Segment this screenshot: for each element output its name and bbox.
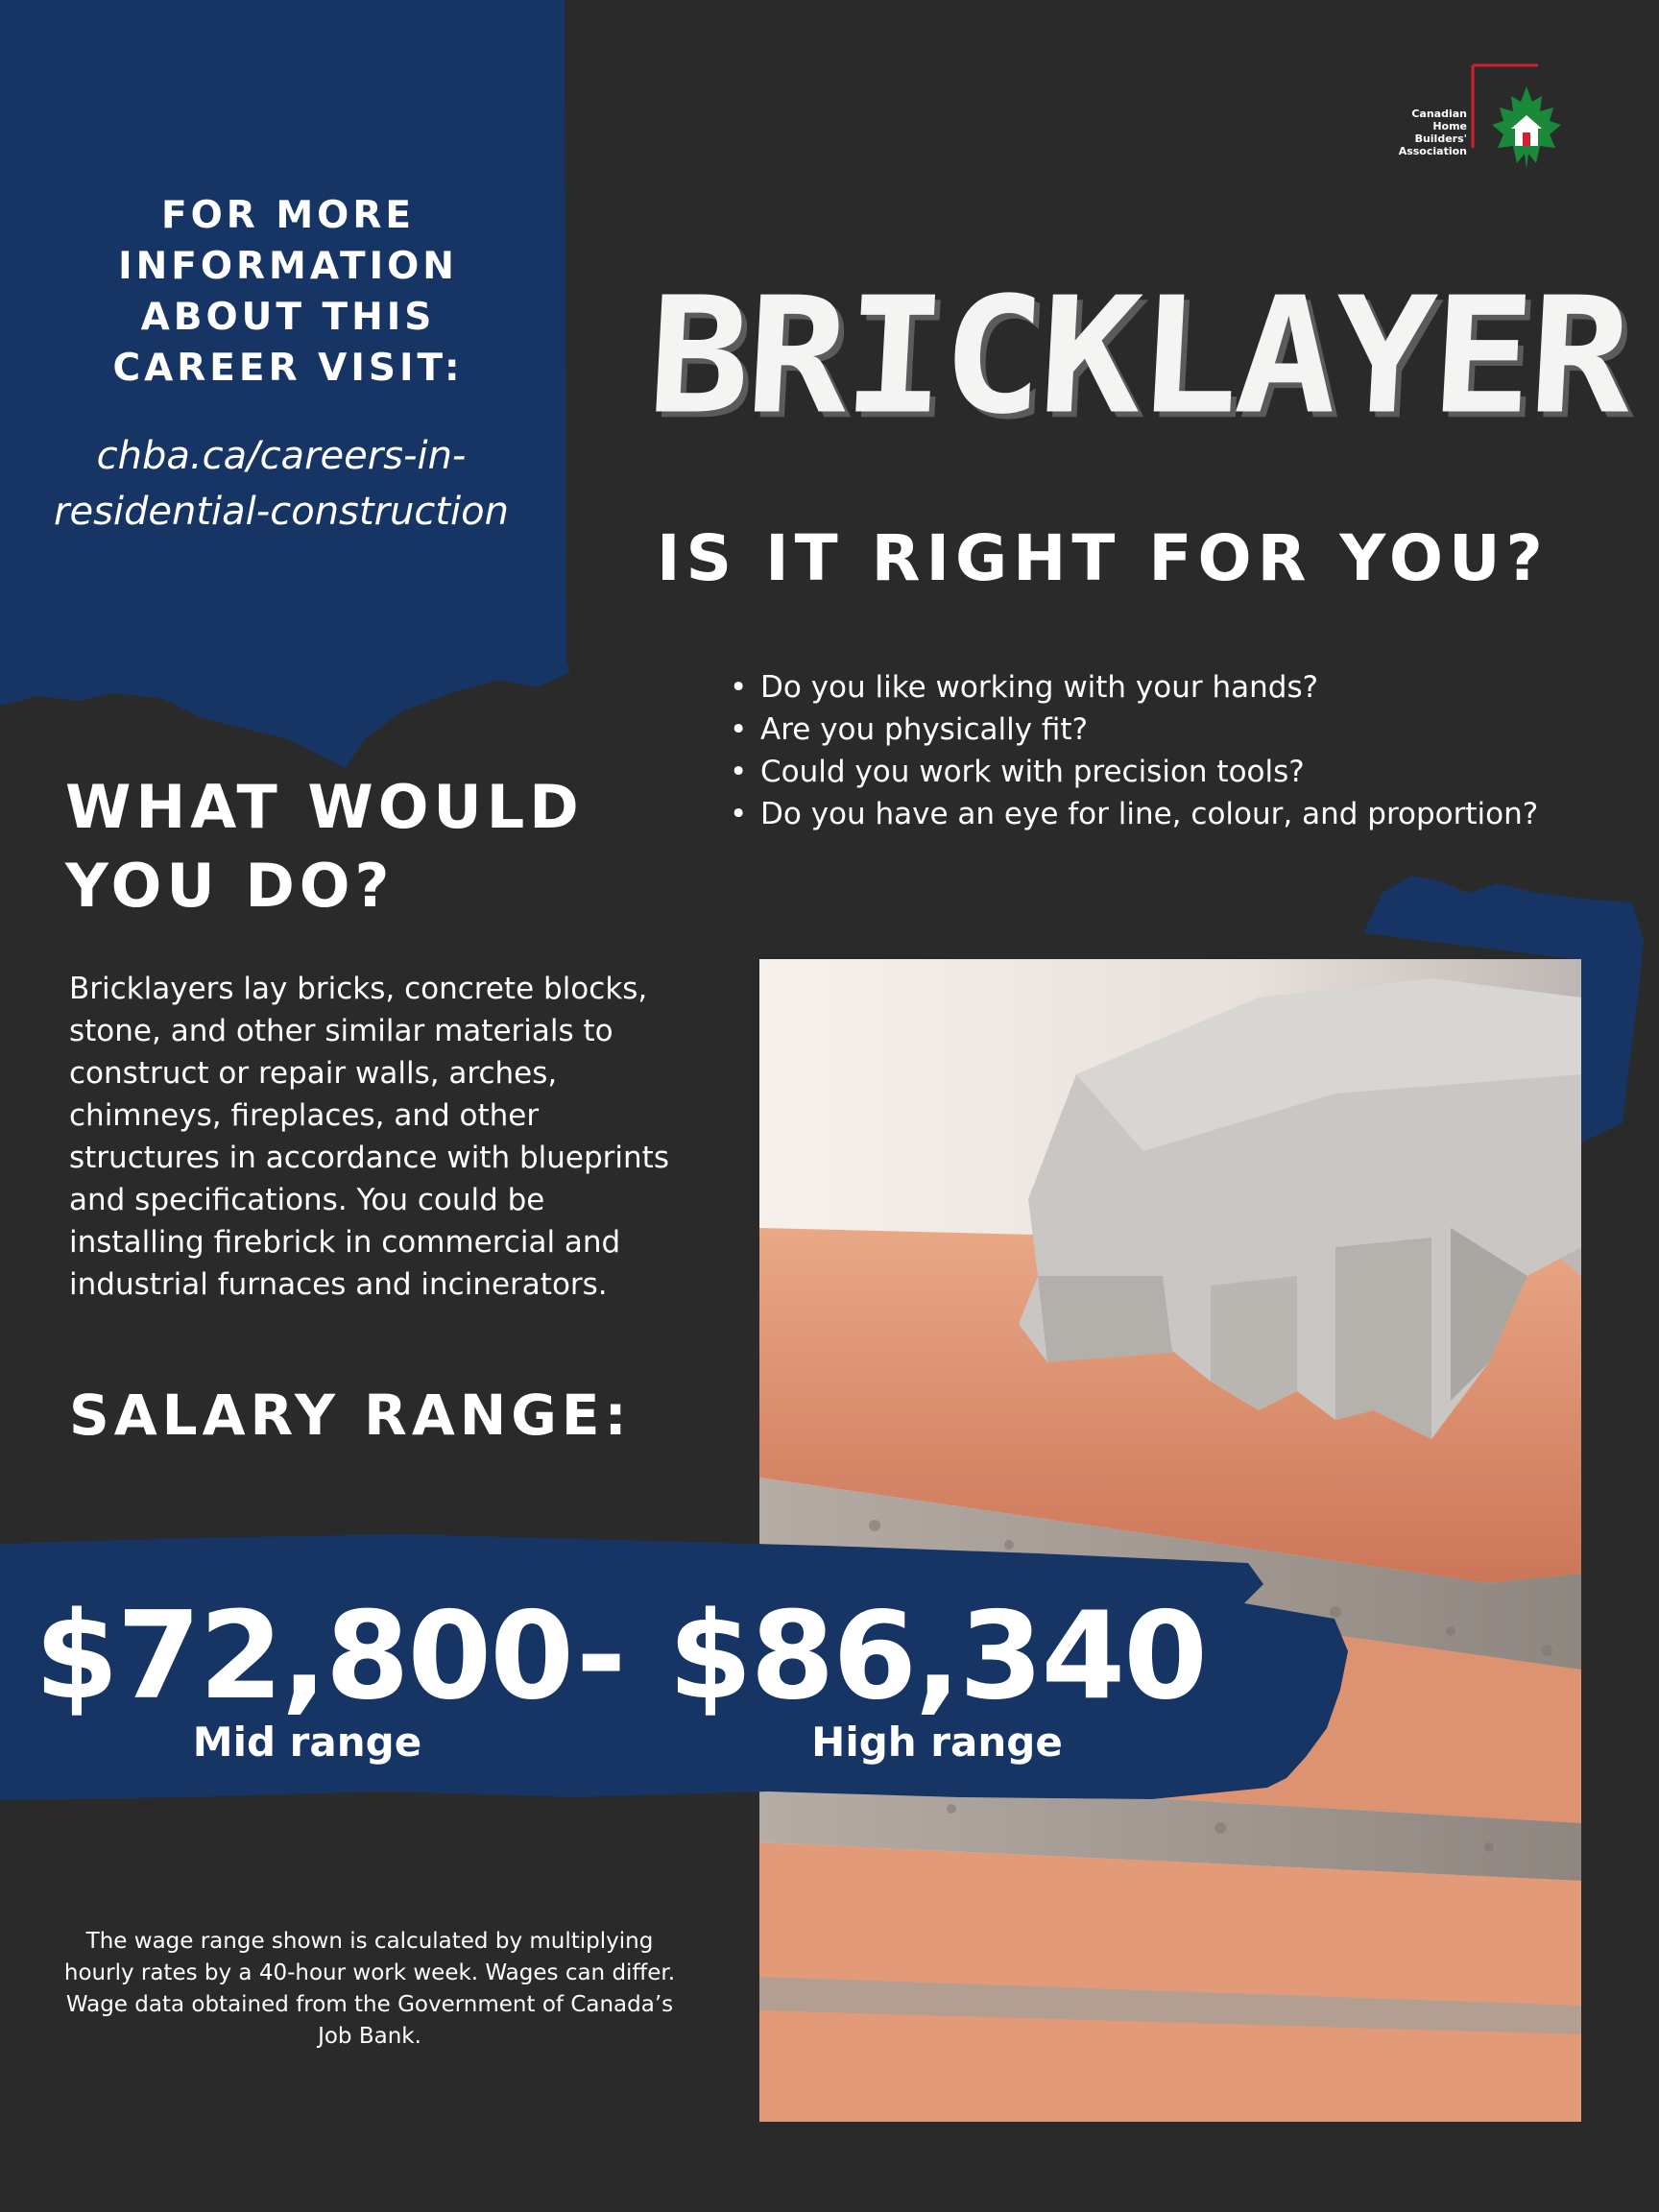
careers-link-line[interactable]: residential-construction (54, 490, 509, 534)
more-info-heading (58, 190, 518, 394)
more-info-line: FOR MORE (160, 194, 416, 237)
list-item: • Are you physically fit? (730, 709, 1538, 751)
salary-separator: - (576, 1585, 627, 1726)
list-item: • Could you work with precision tools? (730, 751, 1538, 793)
logo-text-line: Canadian (1411, 108, 1467, 120)
mid-range-salary: $72,800 (35, 1585, 572, 1726)
more-info-line: INFORMATION (118, 245, 458, 288)
high-range-salary: $86,340 (668, 1585, 1206, 1726)
logo-text-line: Home Builders' (1414, 120, 1467, 145)
page-subtitle: IS IT RIGHT FOR YOU? (657, 521, 1549, 595)
heading-line: YOU DO? (65, 851, 395, 921)
careers-link-line[interactable]: chba.ca/careers-in- (96, 434, 467, 478)
job-description: Bricklayers lay bricks, concrete blocks, stone, and other similar materials to construct or repair walls, arches, chimneys, fireplaces, and other structures in accordance with blueprints and specifications. You could be installing firebrick in commercial and industrial furnaces and incinerators. (69, 972, 669, 1302)
logo-text (1382, 108, 1467, 157)
more-info-line: CAREER VISIT: (112, 347, 464, 390)
heading-line: WHAT WOULD (65, 772, 584, 842)
wage-footnote: The wage range shown is calculated by multiplying hourly rates by a 40-hour work week. Wages can differ. Wage data obtained from the Government of Canada’s Job Bank. (63, 1929, 676, 2049)
more-info-line: ABOUT THIS (140, 296, 436, 339)
what-would-you-do-heading (65, 768, 661, 926)
salary-range-heading: SALARY RANGE: (69, 1382, 632, 1448)
page-title: BRICKLAYER (643, 262, 1633, 450)
mid-range-label: Mid range (192, 1719, 422, 1766)
high-range-label: High range (811, 1719, 1063, 1766)
list-item: • Do you have an eye for line, colour, and proportion? (730, 793, 1538, 835)
list-item: • Do you like working with your hands? (730, 666, 1538, 709)
maple-leaf-house-icon (1469, 63, 1584, 171)
logo-text-line: Association (1398, 145, 1467, 157)
careers-link[interactable] (19, 428, 543, 540)
question-list (730, 666, 1538, 835)
chba-logo (1382, 63, 1586, 171)
